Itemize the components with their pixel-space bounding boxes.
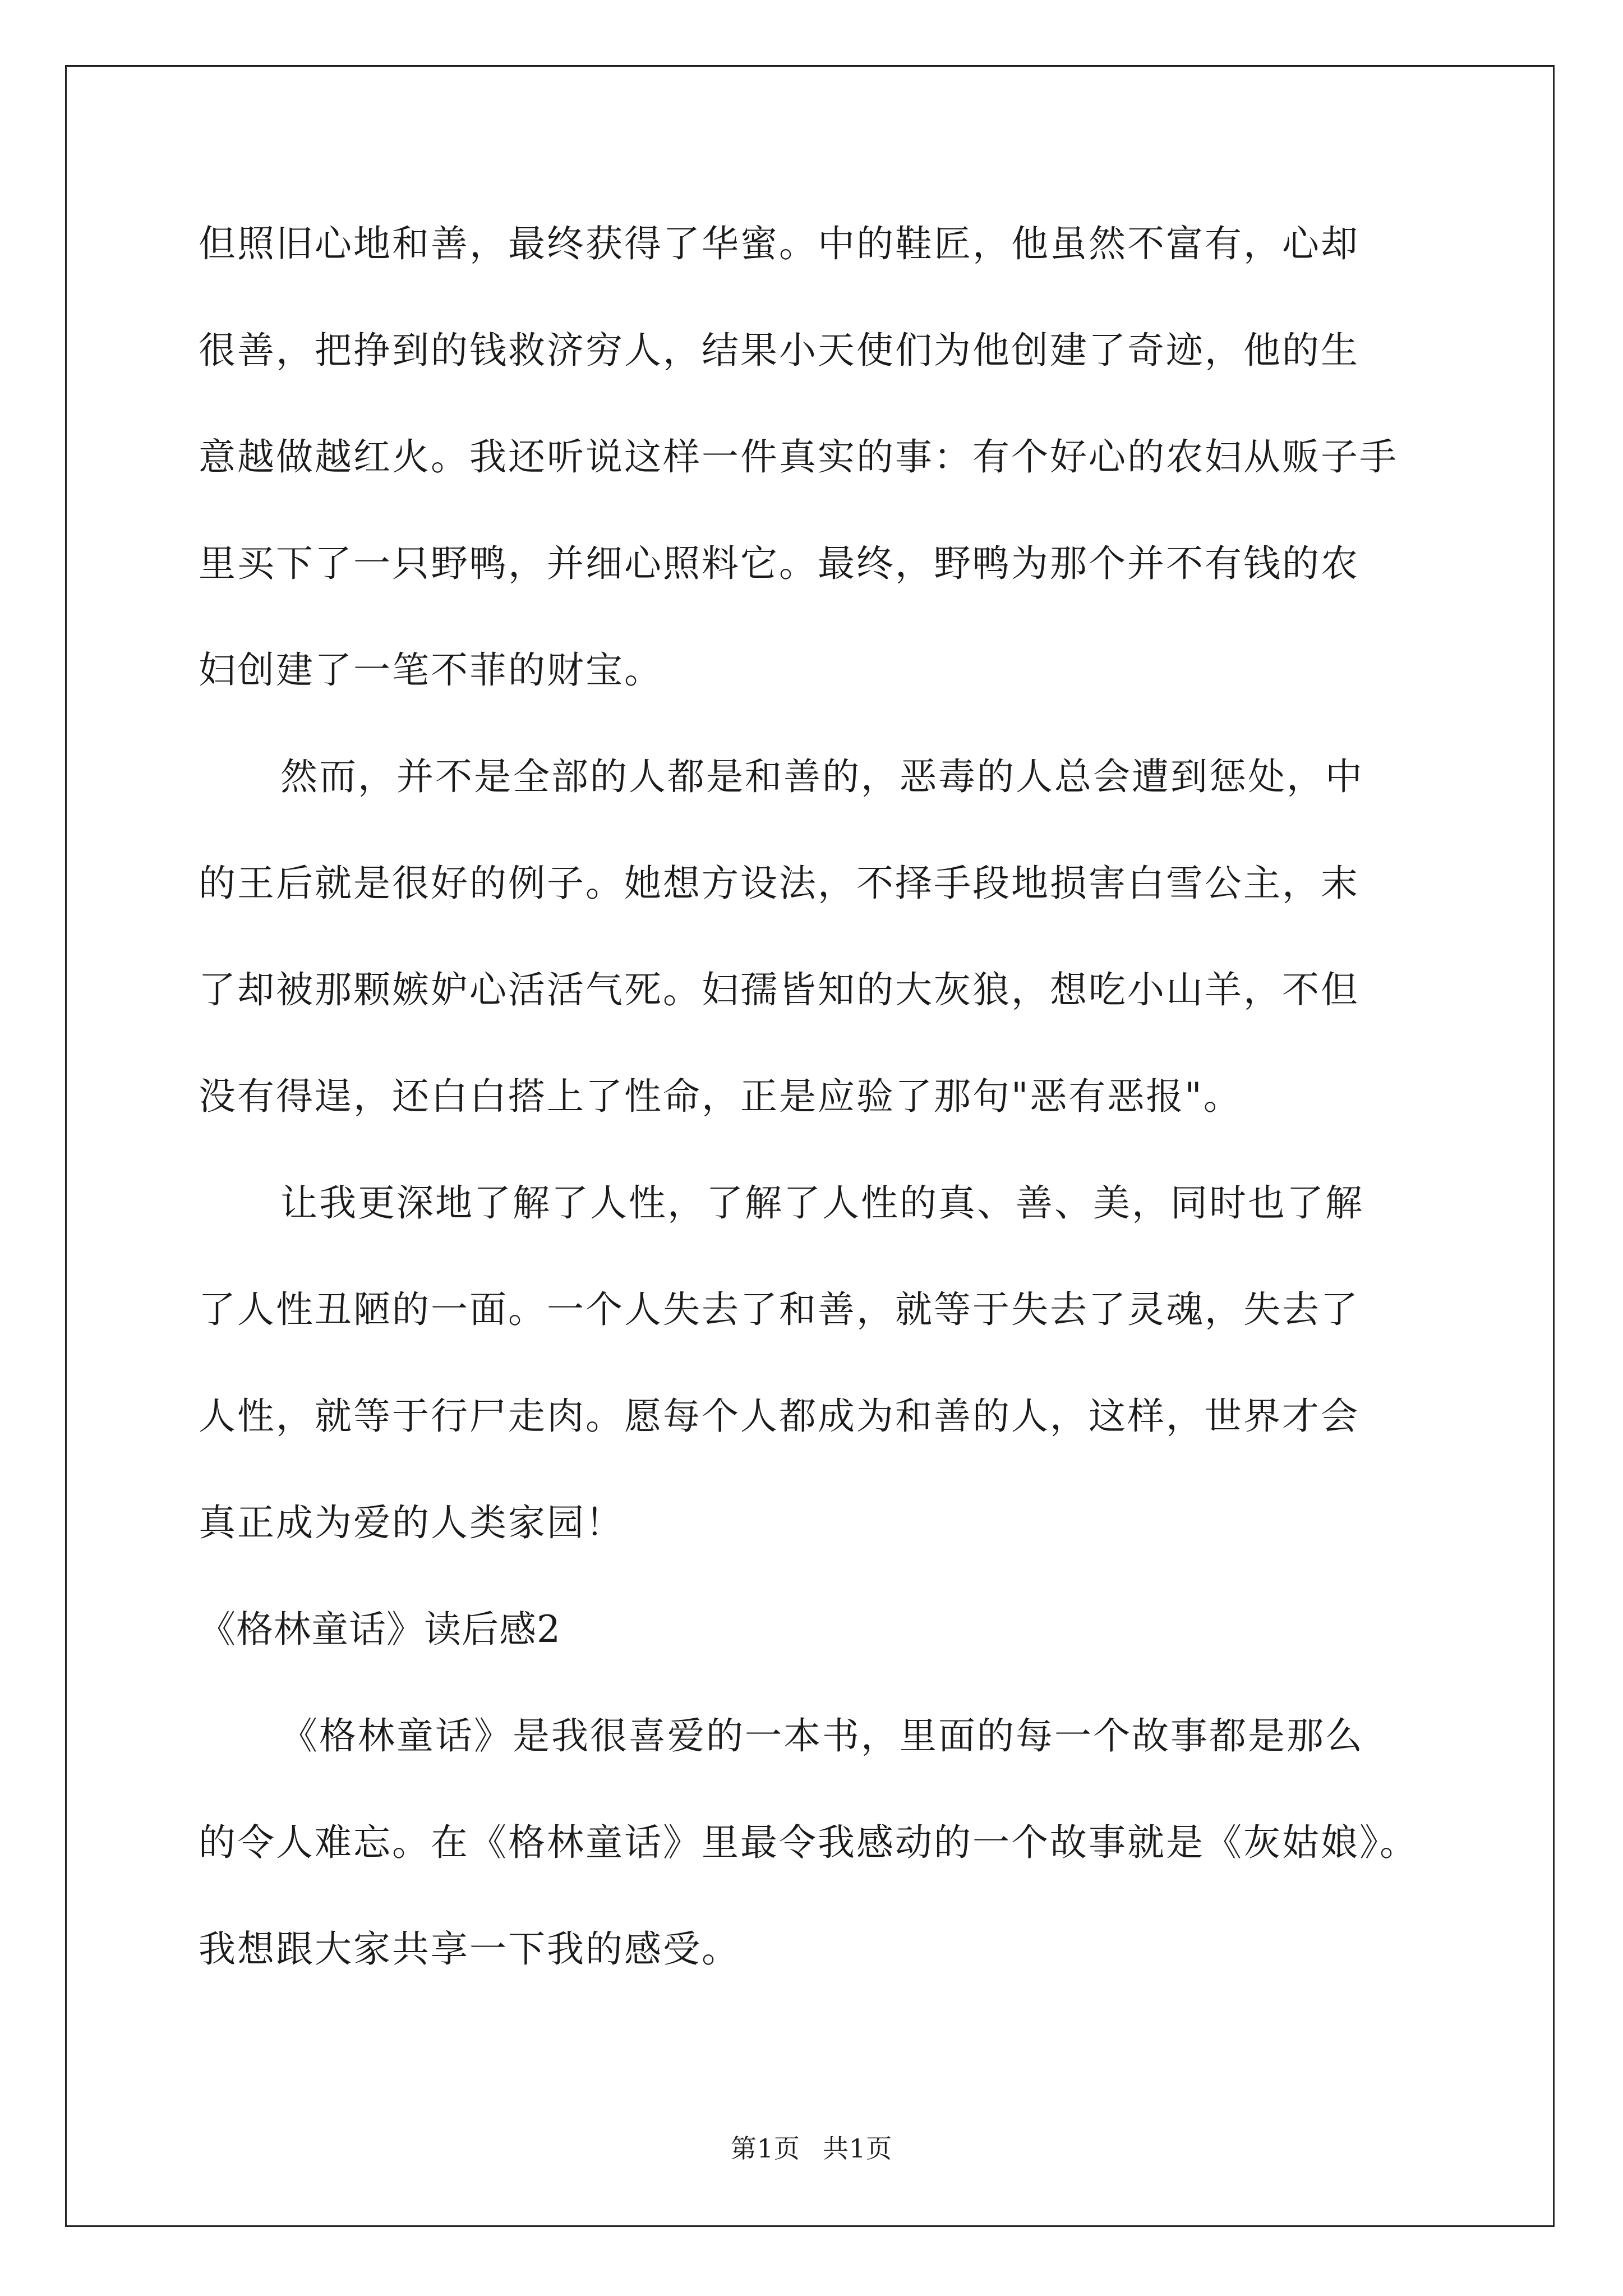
document-body — [199, 218, 1460, 2030]
text-line: 妇创建了一笔不菲的财宝。 — [199, 648, 663, 692]
paragraph-first-line: 然而，并不是全部的人都是和善的，恶毒的人总会遭到惩处，中 — [280, 755, 1364, 798]
page-footer — [0, 2132, 1623, 2165]
text-line: 里买下了一只野鸭，并细心照料它。最终，野鸭为那个并不有钱的农 — [199, 542, 1359, 585]
text-line: 了却被那颗嫉妒心活活气死。妇孺皆知的大灰狼，想吃小山羊，不但 — [199, 968, 1359, 1011]
section-heading: 《格林童话》读后感2 — [199, 1608, 561, 1651]
text-line: 没有得逞，还白白搭上了性命，正是应验了那句"恶有恶报"。 — [199, 1075, 1242, 1118]
text-line: 意越做越红火。我还听说这样一件真实的事：有个好心的农妇从贩子手 — [199, 435, 1398, 478]
text-line: 的王后就是很好的例子。她想方设法，不择手段地损害白雪公主，末 — [199, 862, 1359, 905]
paragraph-first-line: 让我更深地了解了人性，了解了人性的真、善、美，同时也了解 — [280, 1181, 1364, 1225]
text-line: 人性，就等于行尸走肉。愿每个人都成为和善的人，这样，世界才会 — [199, 1395, 1359, 1438]
text-line: 很善，把挣到的钱救济穷人，结果小天使们为他创建了奇迹，他的生 — [199, 329, 1359, 372]
text-line: 但照旧心地和善，最终获得了华蜜。中的鞋匠，他虽然不富有，心却 — [199, 222, 1359, 265]
text-line: 我想跟大家共享一下我的感受。 — [199, 1927, 740, 1971]
text-line: 了人性丑陋的一面。一个人失去了和善，就等于失去了灵魂，失去了 — [199, 1288, 1359, 1331]
page-number: 第1页 — [730, 2133, 800, 2164]
text-line: 真正成为爱的人类家园！ — [199, 1501, 624, 1544]
paragraph-first-line: 《格林童话》是我很喜爱的一本书，里面的每一个故事都是那么 — [280, 1714, 1364, 1757]
page-total: 共1页 — [823, 2133, 893, 2164]
text-line: 的令人难忘。在《格林童话》里最令我感动的一个故事就是《灰姑娘》。 — [199, 1821, 1418, 1864]
